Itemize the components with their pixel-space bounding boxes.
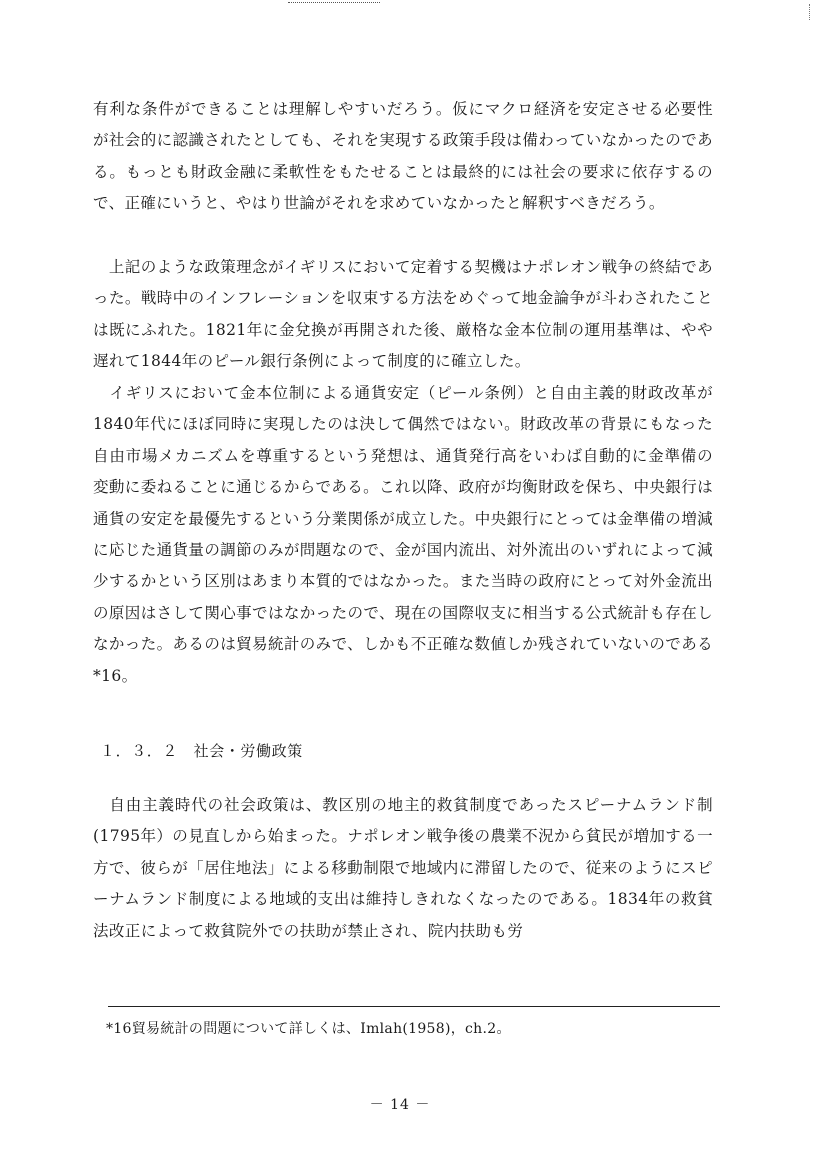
footnote-divider: [108, 1006, 720, 1007]
footnote: *16貿易統計の問題について詳しくは、Imlah(1958)，ch.2。: [106, 1021, 511, 1037]
paragraph-4: 自由主義時代の社会政策は、教区別の地主的救貧制度であったスピーナムランド制(1795年）の見直しから始まった。ナポレオン戦争後の農業不況から貧民が増加する一方で、彼らが「居住地法」による移動制限で地域内に滞留したので、従来のようにスピーナムランド制度による地域的支出は維持しきれなくなったのである。1834年の救貧法改正によって救貧院外での扶助が禁止され、院内扶助も労: [93, 796, 713, 940]
paragraph-1: 有利な条件ができることは理解しやすいだろう。仮にマクロ経済を安定させる必要性が社会的に認識されたとしても、それを実現する政策手段は備わっていなかったのである。もっとも財政金融に柔軟性をもたせることは最終的には社会の要求に依存するので、正確にいうと、やはり世論がそれを求めていなかったと解釈すべきだろう。: [93, 100, 713, 213]
right-scan-mark: [809, 4, 810, 20]
paragraph-2: 上記のような政策理念がイギリスにおいて定着する契機はナポレオン戦争の終結であった。戦時中のインフレーションを収束する方法をめぐって地金論争が斗わされたことは既にふれた。1821年に金兌換が再開された後、厳格な金本位制の運用基準は、やや遅れて1844年のピール銀行条例によって制度的に確立した。: [93, 258, 713, 371]
top-scan-mark: [288, 2, 380, 3]
paragraph-3: イギリスにおいて金本位制による通貨安定（ピール条例）と自由主義的財政改革が1840年代にほぼ同時に実現したのは決して偶然ではない。財政改革の背景にもなった自由市場メカニズムを尊重するという発想は、通貨発行高をいわば自動的に金準備の変動に委ねることに通じるからである。これ以降、政府が均衡財政を保ち、中央銀行は通貨の安定を最優先するという分業関係が成立した。中央銀行にとっては金準備の増減に応じた通貨量の調節のみが問題なので、金が国内流出、対外流出のいずれによって減少するかという区別はあまり本質的ではなかった。また当時の政府にとって対外金流出の原因はさして関心事ではなかったので、現在の国際収支に相当する公式統計も存在しなかった。あるのは貿易統計のみで、しかも不正確な数値しか残されていないのである*16。: [93, 384, 713, 685]
section-heading: １．３．２ 社会・労働政策: [100, 742, 303, 760]
page-number: － 14 －: [369, 1097, 431, 1113]
